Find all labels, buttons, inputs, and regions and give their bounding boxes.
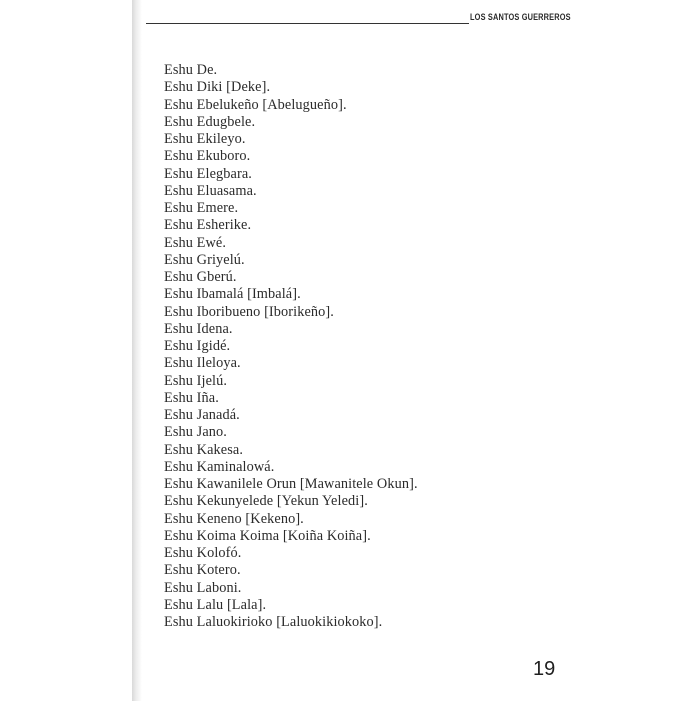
- list-item: Eshu Kekunyelede [Yekun Yeledi].: [164, 493, 368, 510]
- list-item: Eshu Laboni.: [164, 579, 242, 596]
- running-title: LOS SANTOS GUERREROS: [470, 12, 571, 22]
- list-item: Eshu Janadá.: [164, 407, 240, 423]
- list-item: Eshu Diki [Deke].: [164, 79, 271, 96]
- list-item: Eshu Ileloya.: [164, 355, 241, 372]
- header-rule: [146, 23, 469, 24]
- page-binding-shadow: [132, 0, 142, 701]
- list-item: Eshu Kotero.: [164, 562, 241, 579]
- list-item: Eshu Kolofó.: [164, 545, 242, 561]
- list-item: Eshu Emere.: [164, 200, 239, 216]
- list-item: Eshu Esherike.: [164, 217, 252, 234]
- list-item: Eshu Ibamalá [Imbalá].: [164, 286, 301, 303]
- list-item: Eshu Idena.: [164, 320, 233, 337]
- list-item: Eshu Ekuboro.: [164, 148, 251, 165]
- list-item: Eshu Griyelú.: [164, 251, 245, 268]
- list-item: Eshu Eluasama.: [164, 182, 257, 199]
- list-item: Eshu Igidé.: [164, 338, 231, 354]
- list-item: Eshu Gberú.: [164, 269, 237, 285]
- list-item: Eshu Lalu [Lala].: [164, 596, 267, 613]
- page-number: 19: [533, 658, 556, 680]
- list-item: Eshu Ekileyo.: [164, 131, 246, 147]
- list-item: Eshu Kaminalowá.: [164, 458, 275, 475]
- list-item: Eshu Iña.: [164, 389, 219, 406]
- list-item: Eshu Keneno [Kekeno].: [164, 510, 304, 527]
- list-item: Eshu Kakesa.: [164, 441, 244, 458]
- list-item: Eshu De.: [164, 62, 218, 78]
- list-item: Eshu Laluokirioko [Laluokikiokoko].: [164, 614, 383, 630]
- list-item: Eshu Ebelukeño [Abelugueño].: [164, 96, 347, 113]
- eshu-name-list: [164, 62, 418, 631]
- list-item: Eshu Iboribueno [Iborikeño].: [164, 303, 334, 320]
- list-item: Eshu Edugbele.: [164, 113, 256, 130]
- list-item: Eshu Ijelú.: [164, 372, 228, 389]
- list-item: Eshu Elegbara.: [164, 165, 252, 182]
- list-item: Eshu Jano.: [164, 424, 227, 441]
- list-item: Eshu Koima Koima [Koiña Koiña].: [164, 527, 371, 544]
- list-item: Eshu Ewé.: [164, 234, 227, 251]
- list-item: Eshu Kawanilele Orun [Mawanitele Okun].: [164, 476, 418, 492]
